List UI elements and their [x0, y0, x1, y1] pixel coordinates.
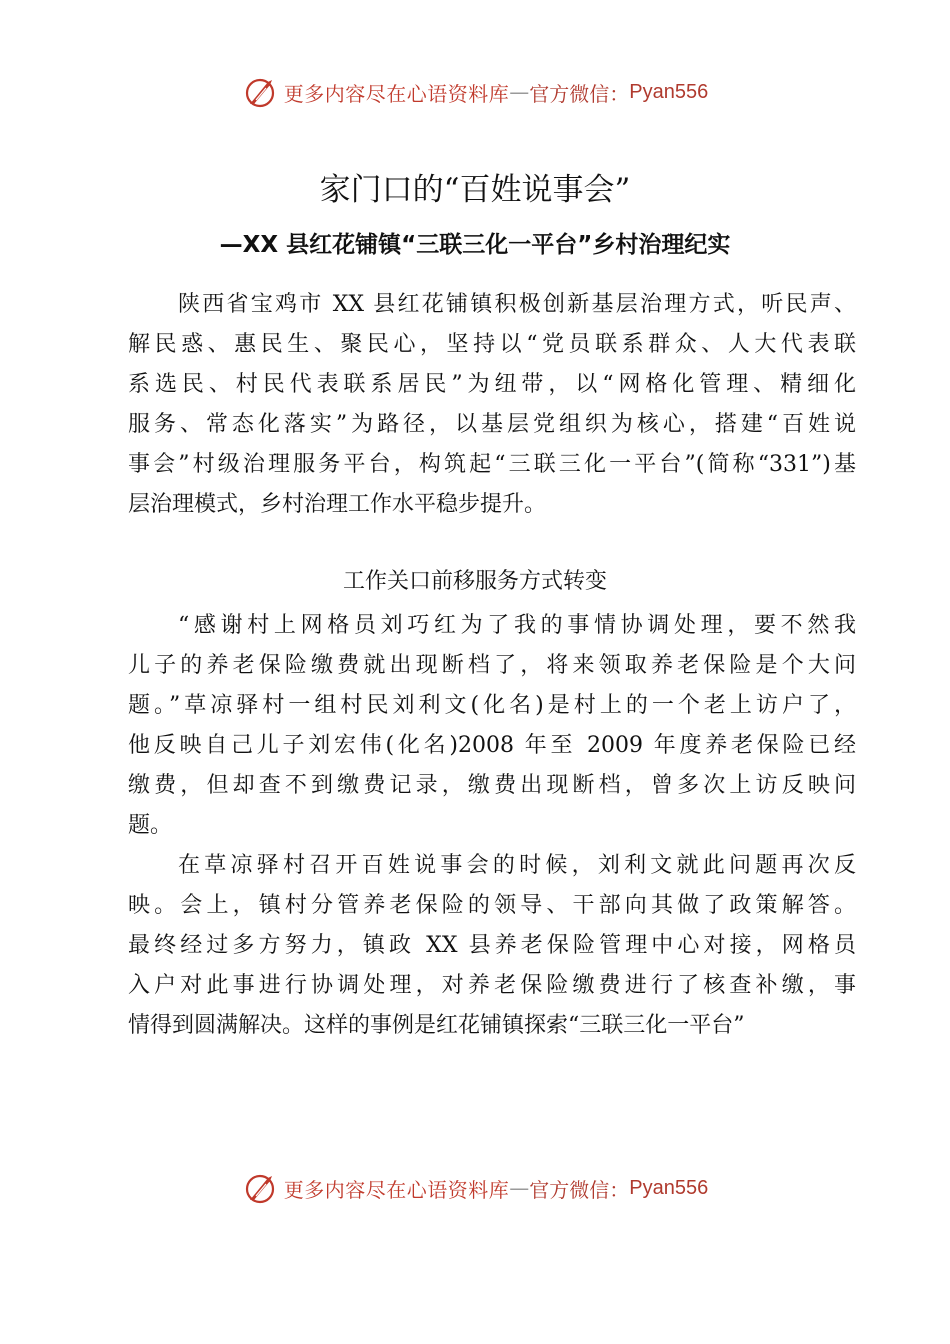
banner-separator: — — [509, 1176, 530, 1200]
paragraph-quote — [128, 606, 856, 846]
paragraph-line: 事会”村级治理服务平台，构筑起“三联三化一平台”(简称“331”)基 — [128, 452, 856, 477]
banner-wechat-id: Pyan556 — [629, 80, 709, 103]
paragraph-line: “感谢村上网格员刘巧红为了我的事情协调处理，要不然我 — [178, 613, 856, 638]
paragraph-resolution — [128, 846, 856, 1046]
paragraph-line: 陕西省宝鸡市 XX 县红花铺镇积极创新基层治理方式，听民声、 — [178, 292, 856, 317]
quill-logo-icon — [242, 74, 278, 110]
banner-wechat-id: Pyan556 — [629, 1176, 709, 1199]
paragraph-line: 入户对此事进行协调处理，对养老保险缴费进行了核查补缴，事 — [128, 973, 856, 998]
paragraph-line: 最终经过多方努力，镇政 XX 县养老保险管理中心对接，网格员 — [128, 933, 856, 958]
paragraph-line: 服务、常态化落实”为路径，以基层党组织为核心，搭建“百姓说 — [128, 412, 856, 437]
watermark-banner-top — [0, 72, 950, 112]
banner-text: 更多内容尽在心语资料库 — [283, 1177, 510, 1202]
paragraph-intro — [128, 285, 856, 525]
paragraph-line: 他反映自己儿子刘宏伟(化名)2008 年至 2009 年度养老保险已经 — [128, 733, 856, 758]
paragraph-line: 缴费，但却查不到缴费记录，缴费出现断档，曾多次上访反映问 — [128, 773, 856, 798]
banner-wechat-label: 官方微信： — [529, 81, 630, 106]
paragraph-line: 儿子的养老保险缴费就出现断档了，将来领取养老保险是个大问 — [128, 653, 856, 678]
paragraph-line: 解民惑、惠民生、聚民心，坚持以“党员联系群众、人大代表联 — [128, 332, 856, 357]
paragraph-line: 题。”草凉驿村一组村民刘利文(化名)是村上的一个老上访户了， — [128, 693, 856, 718]
paragraph-line: 题。 — [128, 813, 173, 838]
banner-text: 更多内容尽在心语资料库 — [283, 81, 510, 106]
paragraph-line: 在草凉驿村召开百姓说事会的时候，刘利文就此问题再次反 — [178, 853, 856, 878]
banner-wechat-label: 官方微信： — [529, 1177, 630, 1202]
banner-separator: — — [509, 80, 530, 104]
paragraph-line: 层治理模式，乡村治理工作水平稳步提升。 — [128, 492, 547, 517]
quill-logo-icon — [242, 1170, 278, 1206]
paragraph-line: 情得到圆满解决。这样的事例是红花铺镇探索“三联三化一平台” — [128, 1013, 745, 1038]
watermark-banner-bottom — [0, 1168, 950, 1208]
document-subtitle: —XX 县红花铺镇“三联三化一平台”乡村治理纪实 — [219, 232, 731, 258]
document-title: 家门口的“百姓说事会” — [319, 172, 631, 208]
paragraph-line: 系选民、村民代表联系居民”为纽带，以“网格化管理、精细化 — [128, 372, 856, 397]
section-heading: 工作关口前移服务方式转变 — [342, 569, 607, 594]
paragraph-line: 映。会上，镇村分管养老保险的领导、干部向其做了政策解答。 — [128, 893, 856, 918]
